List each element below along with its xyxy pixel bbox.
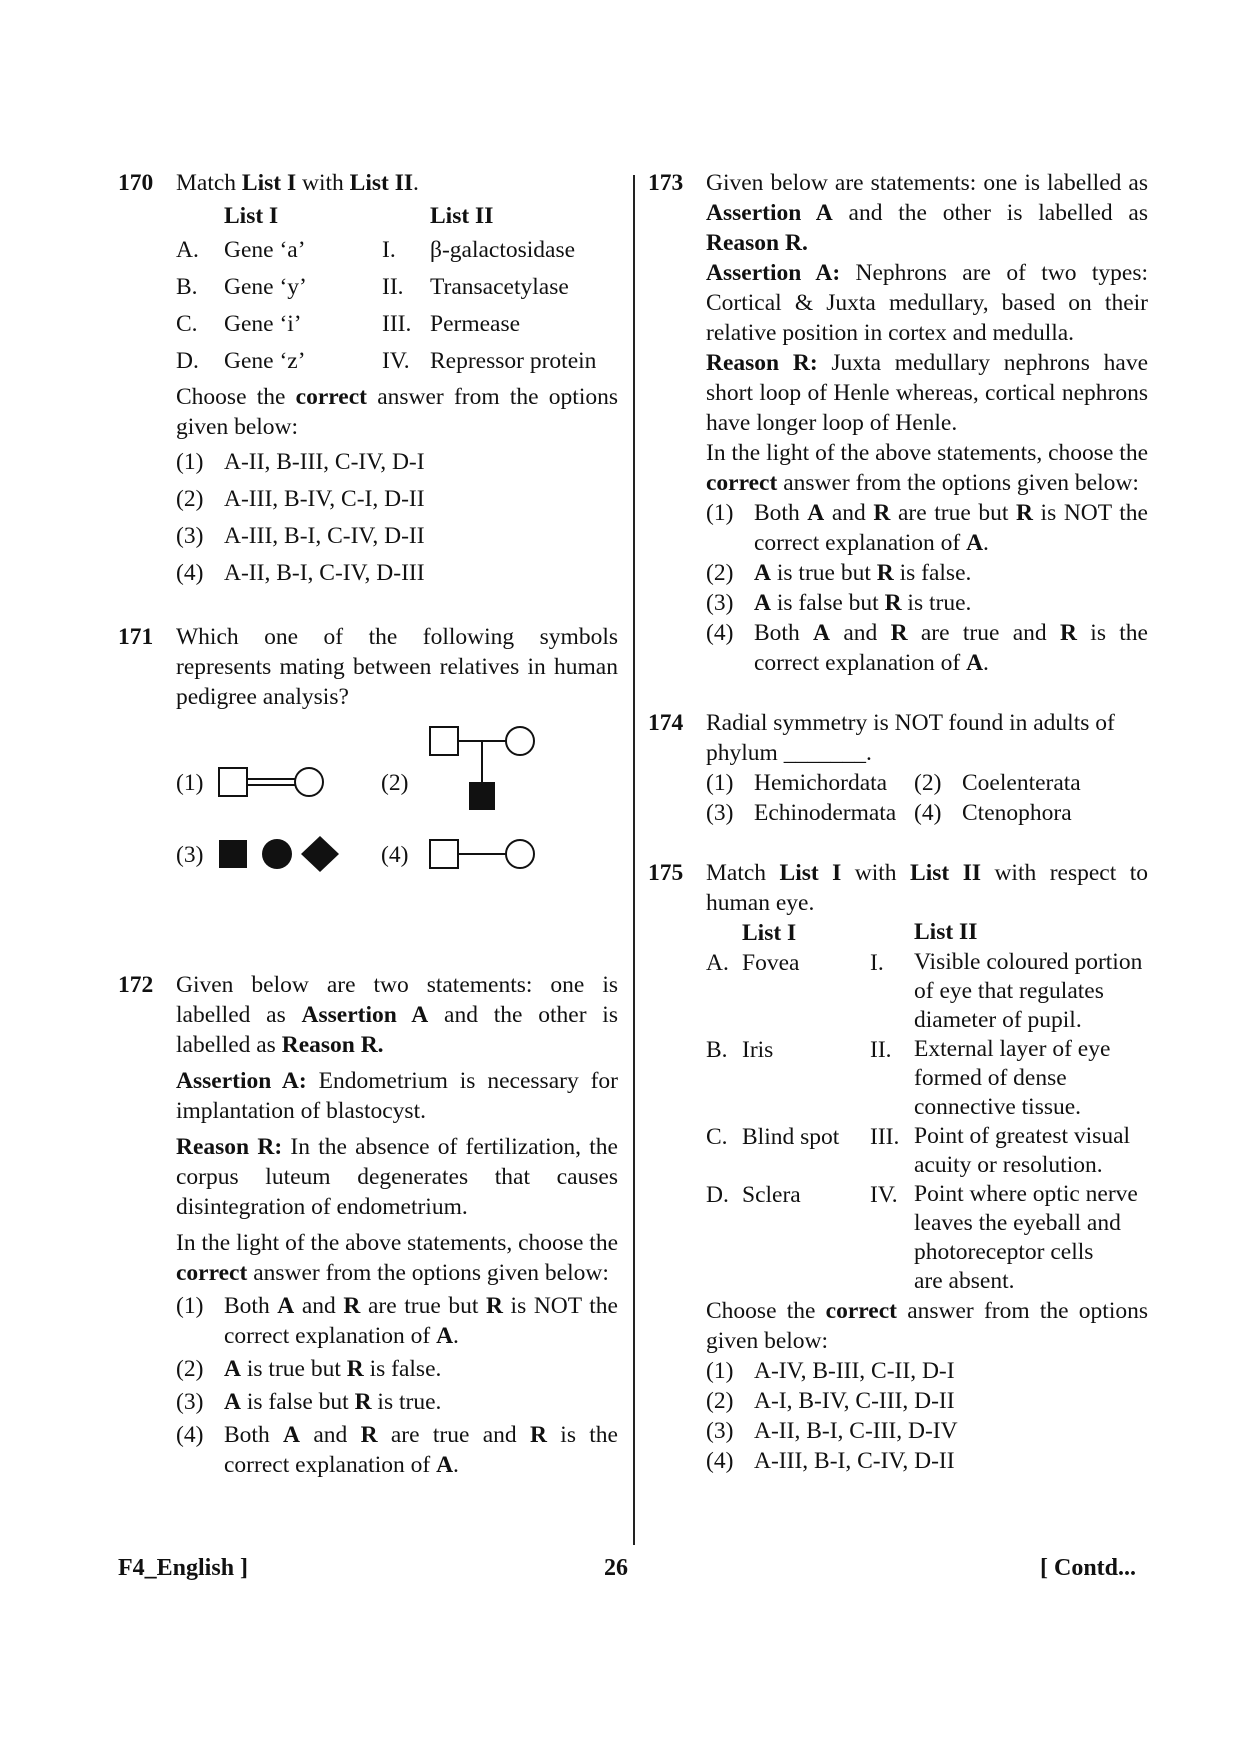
choose-instruction: In the light of the above statements, choose the correct answer from the options given below: <box>706 440 1148 496</box>
option-text: Both A and R are true but R is NOT the correct explanation of A. <box>224 1293 618 1349</box>
answer-option[interactable] <box>176 1291 618 1351</box>
list-i-key: B. <box>176 274 198 300</box>
reason: Reason R: In the absence of fertilization, the corpus luteum degenerates that causes disintegration of endometrium. <box>176 1134 618 1220</box>
option-number: (1) <box>706 500 734 526</box>
option-number: (3) <box>706 1418 734 1444</box>
list-i-item: Gene ‘z’ <box>224 348 306 374</box>
answer-option[interactable] <box>176 1387 618 1417</box>
question-stem: Which one of the following symbols represents mating between relatives in human pedigree analysis? <box>176 624 618 710</box>
list-ii-line: connective tissue. <box>914 1094 1082 1120</box>
list-ii-key: I. <box>870 950 884 976</box>
pedigree-symbols <box>176 726 618 936</box>
choose-instruction: Choose the correct answer from the options given below: <box>176 384 618 440</box>
option-number: (4) <box>176 560 204 586</box>
list-ii-line: Point where optic nerve <box>914 1181 1138 1207</box>
answer-option[interactable] <box>706 1356 1148 1386</box>
question-number: 175 <box>648 860 684 886</box>
list-i-header: List I <box>224 203 279 229</box>
consanguineous-mating-symbol <box>218 764 338 804</box>
list-i-key: C. <box>706 1124 728 1150</box>
question-stem: Match List I with List II. <box>176 170 419 196</box>
question-stem: Given below are two statements: one is labelled as Assertion A and the other is labelled as Reason R. <box>176 972 618 1058</box>
answer-options <box>706 768 1148 828</box>
answer-option[interactable] <box>176 481 618 518</box>
option-number: (4) <box>706 620 734 646</box>
list-ii-line: External layer of eye <box>914 1036 1111 1062</box>
list-row <box>706 1122 1148 1180</box>
option-number[interactable]: (3) <box>706 800 734 826</box>
answer-option[interactable] <box>706 1446 1148 1476</box>
filled-square-circle-diamond-symbol <box>218 836 348 876</box>
list-ii-item <box>914 948 1148 1035</box>
list-ii-key: II. <box>870 1037 892 1063</box>
option-label-3[interactable]: (3) <box>176 842 204 868</box>
list-ii-line: Point of greatest visual <box>914 1123 1131 1149</box>
option-number: (3) <box>706 590 734 616</box>
question-173 <box>648 168 1148 678</box>
list-row <box>706 1180 1148 1296</box>
list-row <box>706 948 1148 1035</box>
left-column <box>118 168 618 1508</box>
list-ii-line: of eye that regulates <box>914 978 1104 1004</box>
choose-instruction: In the light of the above statements, choose the correct answer from the options given below: <box>176 1230 618 1286</box>
answer-option[interactable] <box>176 444 618 481</box>
footer-continued: [ Contd... <box>1040 1555 1137 1581</box>
option-number: (2) <box>706 1388 734 1414</box>
answer-options <box>176 1291 618 1480</box>
option-text: Both A and R are true but R is NOT the correct explanation of A. <box>754 500 1148 556</box>
option-text: A-II, B-I, C-IV, D-III <box>224 560 425 586</box>
list-i-item: Gene ‘a’ <box>224 237 306 263</box>
list-ii-line: acuity or resolution. <box>914 1152 1103 1178</box>
option-number: (2) <box>176 486 204 512</box>
mating-symbol <box>429 836 549 876</box>
option-text: Both A and R are true and R is the correct explanation of A. <box>754 620 1148 676</box>
list-row <box>706 1035 1148 1122</box>
list-i-key: A. <box>706 950 729 976</box>
option-number: (1) <box>176 1293 204 1319</box>
option-number: (2) <box>176 1356 204 1382</box>
answer-option[interactable] <box>176 1420 618 1480</box>
option-text: A-II, B-I, C-III, D-IV <box>754 1418 958 1444</box>
question-number: 171 <box>118 624 154 650</box>
option-number: (3) <box>176 1389 204 1415</box>
question-number: 172 <box>118 972 154 998</box>
option-label-1[interactable]: (1) <box>176 770 204 796</box>
blank: _______. <box>783 740 872 766</box>
question-172 <box>118 970 618 1480</box>
assertion: Assertion A: Nephrons are of two types: Cortical & Juxta medullary, based on their relative position in cortex and medulla. <box>706 260 1149 346</box>
list-ii-item <box>914 1035 1148 1122</box>
list-ii-item: Repressor protein <box>430 348 597 374</box>
list-row <box>176 232 618 269</box>
choose-instruction: Choose the correct answer from the options given below: <box>706 1298 1148 1354</box>
list-row <box>176 343 618 380</box>
answer-options <box>176 444 618 592</box>
list-ii-item: Transacetylase <box>430 274 569 300</box>
option-text[interactable]: Hemichordata <box>754 770 888 796</box>
option-text: A-IV, B-III, C-II, D-I <box>754 1358 955 1384</box>
list-header <box>706 918 1148 948</box>
match-list <box>706 918 1148 1296</box>
list-ii-key: II. <box>382 274 404 300</box>
answer-option[interactable] <box>706 588 1148 618</box>
question-170 <box>118 168 618 592</box>
parents-with-affected-son-symbol <box>429 726 549 816</box>
list-ii-item <box>914 1180 1148 1296</box>
answer-option[interactable] <box>706 498 1148 558</box>
question-171 <box>118 622 618 936</box>
footer-paper-code: F4_English ] <box>118 1555 249 1581</box>
option-text[interactable]: Ctenophora <box>962 800 1072 826</box>
list-rows <box>176 232 618 380</box>
list-ii-line: are absent. <box>914 1268 1015 1294</box>
list-i-key: D. <box>706 1182 729 1208</box>
list-ii-item: Permease <box>430 311 521 337</box>
option-text[interactable]: Coelenterata <box>962 770 1081 796</box>
list-i-item: Gene ‘y’ <box>224 274 307 300</box>
assertion: Assertion A: Endometrium is necessary for implantation of blastocyst. <box>176 1068 619 1124</box>
question-stem: Match List I with List II with respect to human eye. <box>706 860 1148 916</box>
option-text: A-II, B-III, C-IV, D-I <box>224 449 425 475</box>
option-number: (1) <box>176 449 204 475</box>
answer-option[interactable] <box>176 518 618 555</box>
reason: Reason R: Juxta medullary nephrons have short loop of Henle whereas, cortical nephrons have longer loop of Henle. <box>706 350 1148 436</box>
option-text: A is false but R is true. <box>754 590 972 616</box>
question-174 <box>648 708 1148 828</box>
list-ii-line: photoreceptor cells <box>914 1239 1094 1265</box>
list-i-item: Blind spot <box>742 1124 840 1150</box>
option-text: A is true but R is false. <box>754 560 972 586</box>
list-row <box>176 269 618 306</box>
answer-option[interactable] <box>706 1416 1148 1446</box>
question-number: 173 <box>648 170 684 196</box>
question-number: 174 <box>648 710 684 736</box>
option-text: Both A and R are true and R is the correct explanation of A. <box>224 1422 618 1478</box>
list-ii-line: formed of dense <box>914 1065 1067 1091</box>
right-column <box>648 168 1148 1504</box>
list-ii-key: I. <box>382 237 396 263</box>
list-ii-key: IV. <box>382 348 410 374</box>
list-ii-line: Visible coloured portion <box>914 949 1143 975</box>
option-number: (1) <box>706 1358 734 1384</box>
list-row <box>176 306 618 343</box>
answer-option[interactable] <box>706 618 1148 678</box>
option-number[interactable]: (1) <box>706 770 734 796</box>
option-number: (2) <box>706 560 734 586</box>
option-label-4[interactable]: (4) <box>381 842 409 868</box>
option-text: A is false but R is true. <box>224 1389 442 1415</box>
list-i-header: List I <box>742 920 797 946</box>
list-ii-key: III. <box>870 1124 900 1150</box>
list-i-key: D. <box>176 348 199 374</box>
list-header <box>176 200 618 232</box>
option-number: (3) <box>176 523 204 549</box>
option-number: (4) <box>706 1448 734 1474</box>
option-text: A-III, B-I, C-IV, D-II <box>754 1448 955 1474</box>
option-text: A-III, B-I, C-IV, D-II <box>224 523 425 549</box>
list-i-key: C. <box>176 311 198 337</box>
question-175 <box>648 858 1148 1476</box>
list-i-key: B. <box>706 1037 728 1063</box>
list-ii-line: diameter of pupil. <box>914 1007 1082 1033</box>
list-ii-header: List II <box>914 919 978 945</box>
answer-option[interactable] <box>706 558 1148 588</box>
option-text: A-III, B-IV, C-I, D-II <box>224 486 425 512</box>
question-stem: Radial symmetry is NOT found in adults of phylum _______. <box>706 710 1115 766</box>
option-text: A-I, B-IV, C-III, D-II <box>754 1388 955 1414</box>
option-text: A is true but R is false. <box>224 1356 442 1382</box>
list-i-item: Sclera <box>742 1182 801 1208</box>
answer-option[interactable] <box>176 555 618 592</box>
option-number[interactable]: (2) <box>914 770 942 796</box>
question-number: 170 <box>118 170 154 196</box>
answer-option[interactable] <box>176 1354 618 1384</box>
list-rows <box>706 948 1148 1296</box>
option-label-2[interactable]: (2) <box>381 770 409 796</box>
footer-page-number: 26 <box>604 1555 628 1581</box>
list-ii-item <box>914 1122 1148 1180</box>
list-ii-header: List II <box>430 203 494 229</box>
option-number: (4) <box>176 1422 204 1448</box>
list-ii-item: β-galactosidase <box>430 237 576 263</box>
option-text[interactable]: Echinodermata <box>754 800 897 826</box>
answer-options <box>706 498 1148 678</box>
option-number[interactable]: (4) <box>914 800 942 826</box>
list-i-item: Gene ‘i’ <box>224 311 302 337</box>
list-ii-line: leaves the eyeball and <box>914 1210 1121 1236</box>
question-stem: Given below are statements: one is labelled as Assertion A and the other is labelled as Reason R. <box>706 170 1148 256</box>
match-list <box>176 200 618 380</box>
list-ii-key: IV. <box>870 1182 898 1208</box>
list-ii-key: III. <box>382 311 412 337</box>
answer-options <box>706 1356 1148 1476</box>
list-i-key: A. <box>176 237 199 263</box>
column-divider <box>633 175 635 1545</box>
answer-option[interactable] <box>706 1386 1148 1416</box>
list-i-item: Iris <box>742 1037 774 1063</box>
list-i-item: Fovea <box>742 950 800 976</box>
